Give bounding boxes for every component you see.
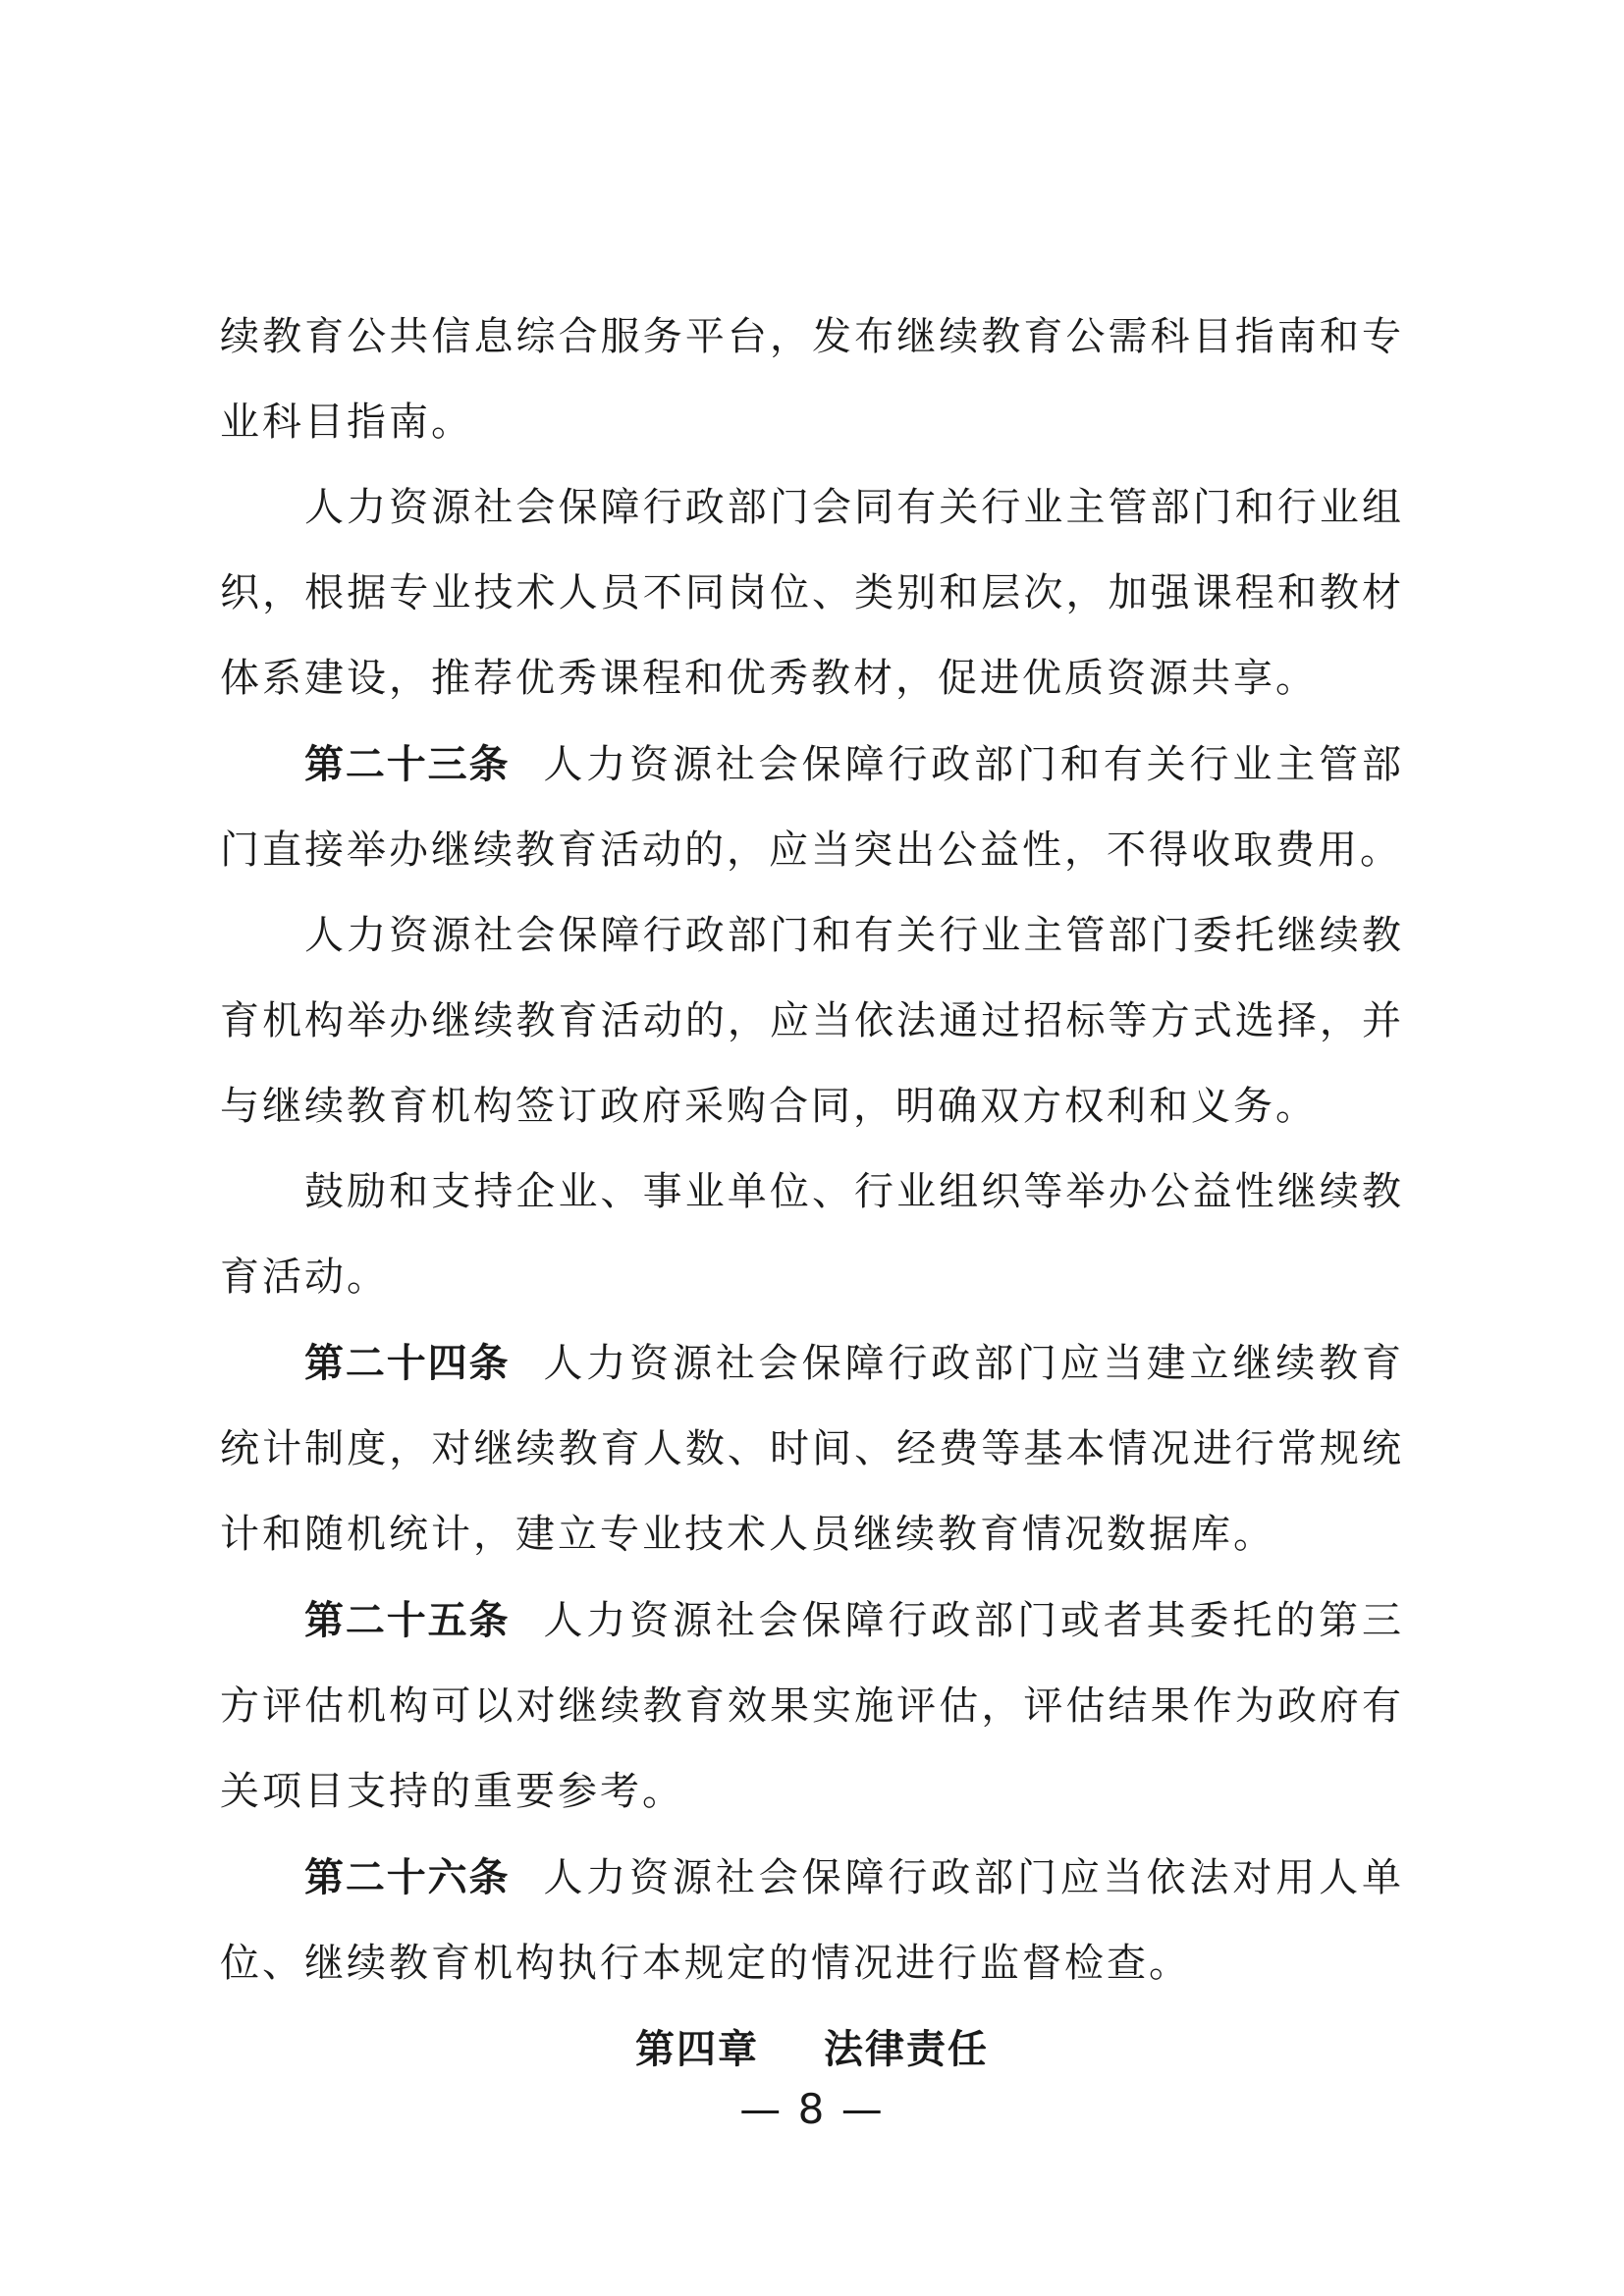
article-title: 第二十四条: [304, 1340, 511, 1386]
chapter-title: 法律责任: [824, 2026, 989, 2072]
article-24: [220, 1320, 1404, 1577]
article-title: 第二十六条: [304, 1854, 511, 1900]
paragraph: [220, 893, 1404, 1149]
paragraph-text: 鼓励和支持企业、事业单位、行业组织等举办公益性继续教育活动。: [220, 1169, 1404, 1300]
article-title: 第二十五条: [304, 1597, 511, 1643]
paragraph-text: 人力资源社会保障行政部门和有关行业主管部门直接举办继续教育活动的，应当突出公益性，不得收取费用。: [220, 742, 1404, 873]
paragraph-text: 人力资源社会保障行政部门应当依法对用人单位、继续教育机构执行本规定的情况进行监督检查。: [220, 1855, 1404, 1986]
page-number: — 8 —: [739, 2085, 885, 2133]
article-25: [220, 1577, 1404, 1835]
chapter-number: 第四章: [635, 2026, 759, 2072]
article-23: [220, 721, 1404, 893]
paragraph-text: 人力资源社会保障行政部门和有关行业主管部门委托继续教育机构举办继续教育活动的，应当依法通过招标等方式选择，并与继续教育机构签订政府采购合同，明确双方权利和义务。: [220, 913, 1404, 1129]
paragraph: [220, 465, 1404, 721]
chapter-heading: [220, 2006, 1404, 2092]
paragraph-continuation: [220, 294, 1404, 465]
article-26: [220, 1835, 1404, 2006]
paragraph-text: 续教育公共信息综合服务平台，发布继续教育公需科目指南和专业科目指南。: [220, 314, 1404, 445]
paragraph-text: 人力资源社会保障行政部门或者其委托的第三方评估机构可以对继续教育效果实施评估，评估结果作为政府有关项目支持的重要参考。: [220, 1598, 1404, 1814]
paragraph: [220, 1149, 1404, 1320]
document-body: [220, 294, 1404, 2092]
paragraph-text: 人力资源社会保障行政部门会同有关行业主管部门和行业组织，根据专业技术人员不同岗位、类别和层次，加强课程和教材体系建设，推荐优秀课程和优秀教材，促进优质资源共享。: [220, 485, 1404, 701]
article-title: 第二十三条: [304, 741, 511, 787]
paragraph-text: 人力资源社会保障行政部门应当建立继续教育统计制度，对继续教育人数、时间、经费等基本情况进行常规统计和随机统计，建立专业技术人员继续教育情况数据库。: [220, 1341, 1404, 1557]
